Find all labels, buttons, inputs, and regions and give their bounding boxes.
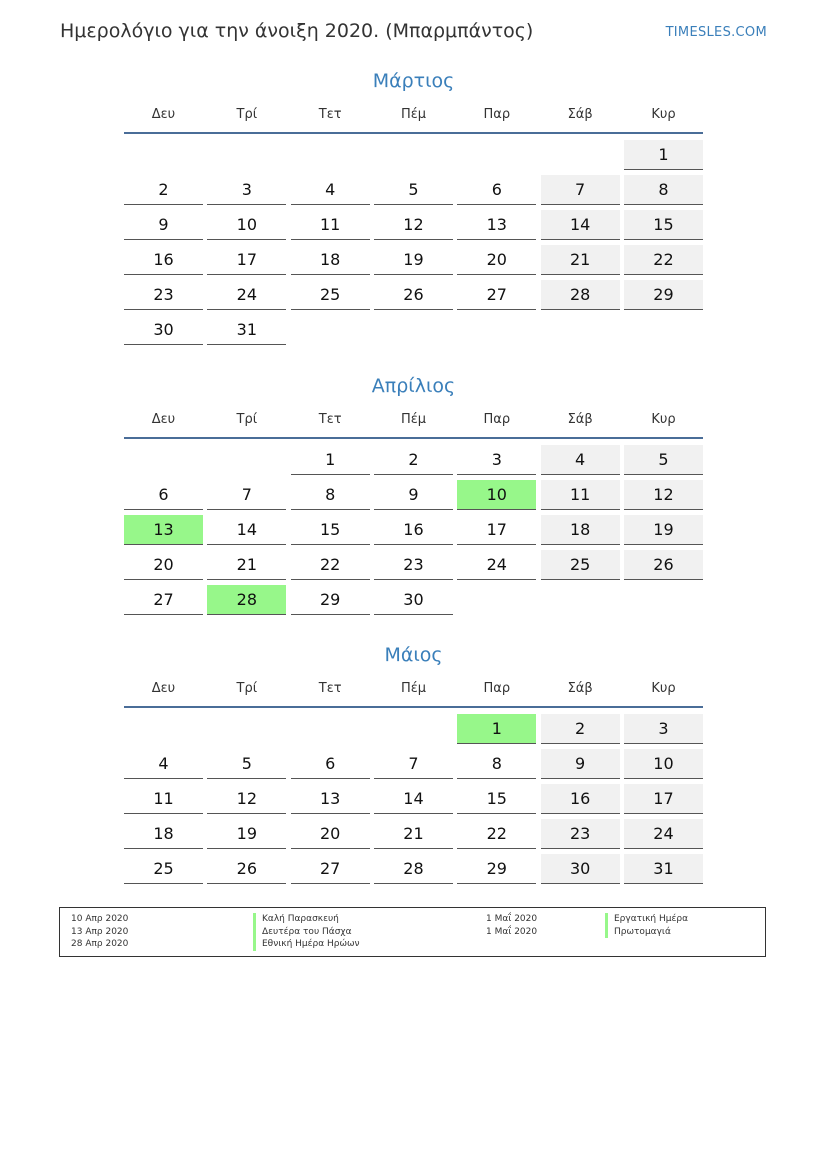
day-cell: 30 (124, 315, 203, 345)
day-cell: 27 (124, 585, 203, 615)
legend-names-left (253, 913, 360, 951)
day-cell: 21 (207, 550, 286, 580)
day-cell: 1 (291, 445, 370, 475)
weekday-label: Σάβ (567, 412, 593, 427)
holiday-day-cell: 13 (124, 515, 203, 545)
day-cell: 16 (374, 515, 453, 545)
weekday-label: Παρ (483, 412, 511, 427)
weekday-label: Παρ (483, 107, 511, 122)
empty-cell (541, 140, 620, 170)
day-cell: 14 (374, 784, 453, 814)
holiday-legend (59, 907, 766, 957)
weekday-label: Τετ (318, 107, 342, 122)
day-cell: 7 (541, 175, 620, 205)
legend-name: Πρωτομαγιά (605, 926, 688, 939)
month-april (124, 373, 703, 615)
day-cell: 4 (291, 175, 370, 205)
day-cell: 7 (207, 480, 286, 510)
month-title: Μάιος (384, 644, 443, 666)
weekday-label: Τρί (236, 412, 258, 427)
weekday-label: Σάβ (567, 681, 593, 696)
legend-dates-left (71, 913, 128, 951)
weekday-header (124, 409, 703, 439)
day-cell: 20 (291, 819, 370, 849)
empty-cell (374, 714, 453, 744)
weekday-header (124, 678, 703, 708)
empty-cell (124, 445, 203, 475)
day-cell: 17 (624, 784, 703, 814)
day-cell: 12 (624, 480, 703, 510)
day-cell: 13 (457, 210, 536, 240)
day-cell: 25 (541, 550, 620, 580)
day-cell: 10 (624, 749, 703, 779)
day-cell: 23 (541, 819, 620, 849)
day-cell: 15 (457, 784, 536, 814)
day-cell: 9 (541, 749, 620, 779)
day-cell: 4 (541, 445, 620, 475)
day-cell: 29 (291, 585, 370, 615)
month-title: Μάρτιος (372, 70, 455, 92)
day-cell: 21 (541, 245, 620, 275)
day-cell: 8 (291, 480, 370, 510)
day-cell: 13 (291, 784, 370, 814)
weekday-label: Δευ (151, 681, 176, 696)
day-cell: 24 (207, 280, 286, 310)
legend-dates-right (486, 913, 537, 938)
brand-link[interactable]: TIMESLES.COM (665, 25, 767, 40)
day-cell: 29 (624, 280, 703, 310)
empty-cell (291, 714, 370, 744)
day-cell: 26 (207, 854, 286, 884)
day-cell: 2 (124, 175, 203, 205)
day-cell: 30 (374, 585, 453, 615)
weekday-label: Πέμ (400, 107, 427, 122)
day-cell: 3 (207, 175, 286, 205)
empty-cell (207, 445, 286, 475)
day-cell: 16 (124, 245, 203, 275)
weekday-label: Πέμ (400, 412, 427, 427)
day-cell: 19 (374, 245, 453, 275)
day-cell: 8 (457, 749, 536, 779)
day-cell: 25 (124, 854, 203, 884)
day-cell: 31 (207, 315, 286, 345)
day-cell: 24 (457, 550, 536, 580)
day-cell: 24 (624, 819, 703, 849)
day-cell: 27 (457, 280, 536, 310)
day-grid (124, 714, 703, 884)
holiday-day-cell: 28 (207, 585, 286, 615)
day-cell: 8 (624, 175, 703, 205)
day-cell: 12 (374, 210, 453, 240)
day-cell: 14 (541, 210, 620, 240)
empty-cell (124, 714, 203, 744)
legend-date: 13 Απρ 2020 (71, 926, 129, 937)
weekday-label: Πέμ (400, 681, 427, 696)
day-cell: 26 (374, 280, 453, 310)
day-cell: 5 (374, 175, 453, 205)
day-cell: 3 (457, 445, 536, 475)
day-cell: 4 (124, 749, 203, 779)
day-cell: 20 (124, 550, 203, 580)
empty-cell (291, 140, 370, 170)
day-grid (124, 445, 703, 615)
day-cell: 3 (624, 714, 703, 744)
day-cell: 14 (207, 515, 286, 545)
day-cell: 20 (457, 245, 536, 275)
day-cell: 27 (291, 854, 370, 884)
day-cell: 29 (457, 854, 536, 884)
day-cell: 11 (541, 480, 620, 510)
day-cell: 11 (124, 784, 203, 814)
day-cell: 26 (624, 550, 703, 580)
weekday-label: Τρί (236, 107, 258, 122)
day-cell: 17 (457, 515, 536, 545)
month-may (124, 642, 703, 884)
empty-cell (457, 140, 536, 170)
day-cell: 6 (124, 480, 203, 510)
day-cell: 18 (291, 245, 370, 275)
day-cell: 23 (124, 280, 203, 310)
legend-date: 28 Απρ 2020 (71, 939, 129, 949)
weekday-label: Τετ (318, 681, 342, 696)
day-cell: 5 (624, 445, 703, 475)
day-cell: 18 (124, 819, 203, 849)
day-cell: 23 (374, 550, 453, 580)
empty-cell (207, 140, 286, 170)
day-cell: 12 (207, 784, 286, 814)
day-cell: 18 (541, 515, 620, 545)
empty-cell (124, 140, 203, 170)
weekday-label: Σάβ (567, 107, 593, 122)
day-cell: 17 (207, 245, 286, 275)
weekday-label: Δευ (151, 412, 176, 427)
month-march (124, 68, 703, 345)
day-cell: 7 (374, 749, 453, 779)
legend-date: 1 Μαΐ 2020 (486, 926, 538, 937)
day-cell: 22 (291, 550, 370, 580)
weekday-label: Παρ (483, 681, 511, 696)
weekday-label: Κυρ (651, 107, 676, 122)
weekday-label: Τετ (318, 412, 342, 427)
empty-cell (207, 714, 286, 744)
weekday-label: Δευ (151, 107, 176, 122)
weekday-label: Κυρ (651, 681, 676, 696)
day-cell: 9 (124, 210, 203, 240)
empty-cell (374, 140, 453, 170)
weekday-label: Κυρ (651, 412, 676, 427)
holiday-day-cell: 1 (457, 714, 536, 744)
day-cell: 28 (541, 280, 620, 310)
day-cell: 6 (457, 175, 536, 205)
day-cell: 22 (624, 245, 703, 275)
day-cell: 22 (457, 819, 536, 849)
day-cell: 21 (374, 819, 453, 849)
legend-names-right (605, 913, 688, 938)
day-cell: 15 (624, 210, 703, 240)
day-cell: 31 (624, 854, 703, 884)
holiday-day-cell: 10 (457, 480, 536, 510)
legend-name: Εργατική Ημέρα (605, 913, 688, 926)
day-cell: 2 (374, 445, 453, 475)
day-cell: 16 (541, 784, 620, 814)
legend-name: Καλή Παρασκευή (253, 913, 360, 926)
legend-name: Εθνική Ημέρα Ηρώων (253, 938, 360, 951)
day-cell: 28 (374, 854, 453, 884)
weekday-header (124, 104, 703, 134)
day-grid (124, 140, 703, 345)
day-cell: 11 (291, 210, 370, 240)
legend-date: 10 Απρ 2020 (71, 914, 129, 924)
day-cell: 1 (624, 140, 703, 170)
day-cell: 25 (291, 280, 370, 310)
day-cell: 19 (207, 819, 286, 849)
month-title: Απρίλιος (371, 375, 456, 397)
day-cell: 15 (291, 515, 370, 545)
day-cell: 30 (541, 854, 620, 884)
day-cell: 19 (624, 515, 703, 545)
day-cell: 6 (291, 749, 370, 779)
page-title: Ημερολόγιο για την άνοιξη 2020. (Μπαρμπάντος) (60, 20, 534, 42)
day-cell: 5 (207, 749, 286, 779)
day-cell: 10 (207, 210, 286, 240)
day-cell: 9 (374, 480, 453, 510)
weekday-label: Τρί (236, 681, 258, 696)
legend-name: Δευτέρα του Πάσχα (253, 926, 360, 939)
legend-date: 1 Μαΐ 2020 (486, 914, 538, 924)
day-cell: 2 (541, 714, 620, 744)
